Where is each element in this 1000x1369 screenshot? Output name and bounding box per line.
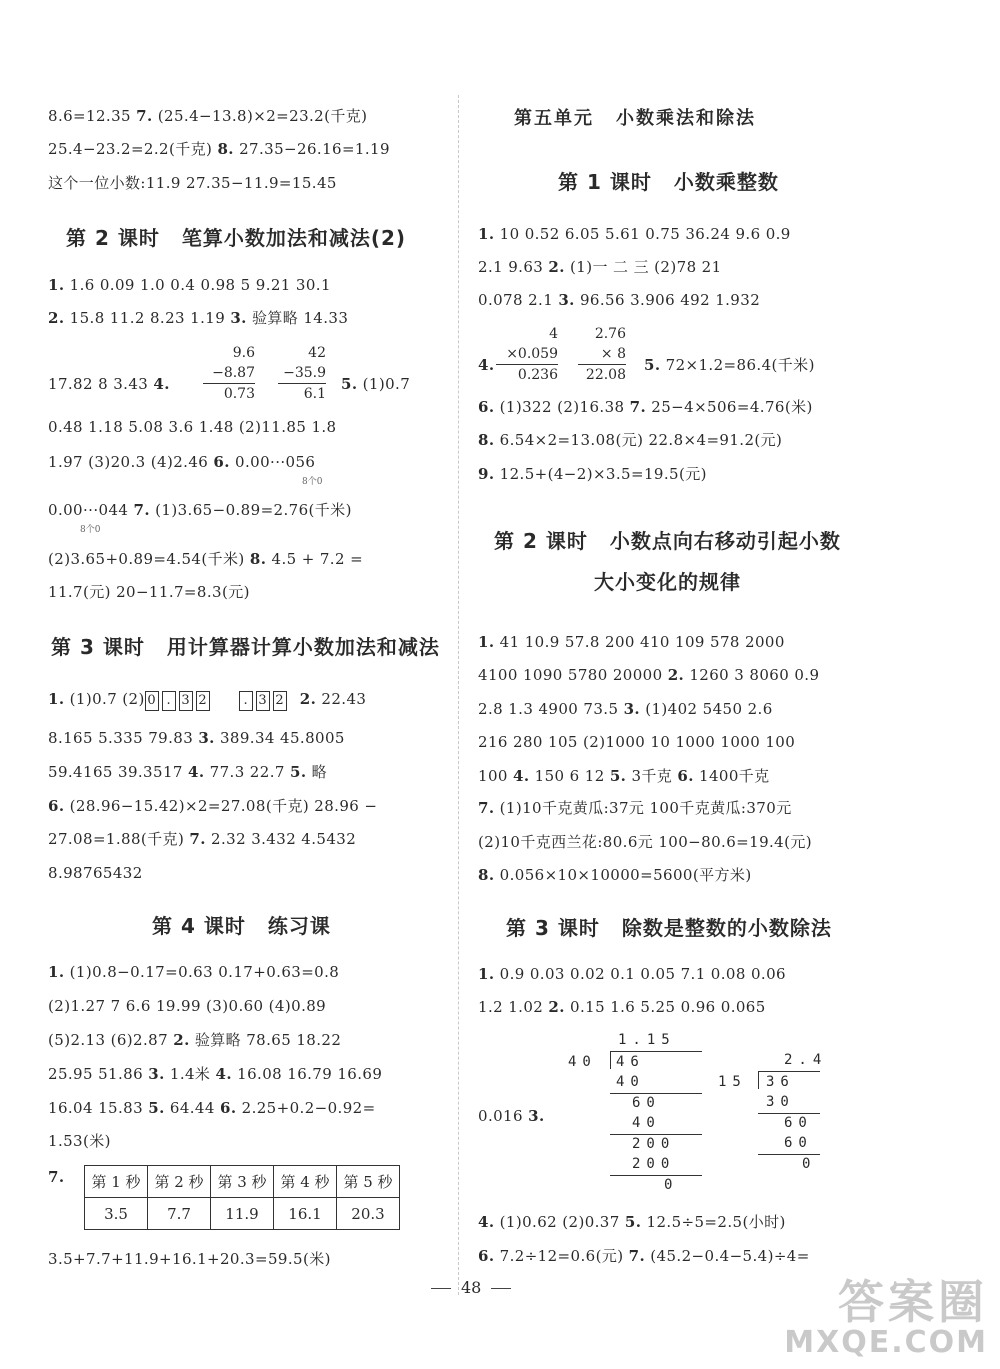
answer-line: 5. 72×1.2=86.4(千米) [644, 356, 815, 374]
lesson-number: 第 4 课时 [152, 914, 246, 938]
column-divider [458, 95, 459, 1295]
lesson-heading [494, 525, 841, 554]
calculator-key: 0 [145, 691, 159, 711]
lesson-number: 第 3 课时 [506, 916, 600, 940]
answer-line: 9. 12.5+(4−2)×3.5=19.5(元) [478, 465, 707, 483]
answer-line: (2)3.65+0.89=4.54(千米) 8. 4.5 + 7.2 = [48, 550, 364, 568]
answer-line: 4100 1090 5780 20000 2. 1260 3 8060 0.9 [478, 666, 820, 684]
calculator-key: 3 [179, 691, 193, 711]
unit-heading [514, 104, 756, 130]
answer-line: 8. 0.056×10×10000=5600(平方米) [478, 866, 752, 884]
answer-line: (2)1.27 7 6.6 19.99 (3)0.60 (4)0.89 [48, 997, 327, 1015]
calculator-key: . [162, 691, 176, 711]
answer-line: 8.98765432 [48, 864, 143, 882]
long-division: 1.15 40 46 40 60 40 200 200 0 [566, 1032, 706, 1202]
table-row [85, 1166, 400, 1198]
lesson-heading [506, 912, 832, 941]
answer-line: 4. [478, 356, 495, 374]
calculator-display [145, 690, 213, 708]
lesson-title: 除数是整数的小数除法 [621, 916, 832, 940]
answer-line: 17.82 8 3.43 4. [48, 375, 170, 393]
long-division: 2.4 15 36 30 60 60 0 [718, 1052, 828, 1172]
answer-line: 3.5+7.7+11.9+16.1+20.3=59.5(米) [48, 1250, 331, 1268]
table-row [85, 1198, 400, 1230]
lesson-title-line2: 大小变化的规律 [594, 570, 741, 594]
table-cell: 16.1 [274, 1198, 337, 1230]
zeros-note: 8个0 [80, 525, 101, 535]
intro-line: 8.6=12.35 7. (25.4−13.8)×2=23.2(千克) [48, 107, 368, 125]
lesson-title: 笔算小数加法和减法(2) [181, 226, 407, 250]
calculator-display [239, 690, 290, 708]
answer-line: 5. (1)0.7 [341, 375, 411, 393]
multiplication-vertical: 4 ×0.059 0.236 [496, 324, 558, 385]
answer-line: 25.95 51.86 3. 1.4米 4. 16.08 16.79 16.69 [48, 1065, 383, 1083]
answer-line: (5)2.13 (6)2.87 2. 验算略 78.65 18.22 [48, 1031, 342, 1049]
lesson-title: 小数点向右移动引起小数 [609, 529, 841, 553]
answer-line: 2.8 1.3 4900 73.5 3. (1)402 5450 2.6 [478, 700, 773, 718]
table-header-cell: 第 4 秒 [274, 1166, 337, 1198]
calculator-key: 3 [256, 691, 270, 711]
watermark-logo: 答案圈 MXQE.COM [784, 1275, 988, 1360]
answer-line: 1. 0.9 0.03 0.02 0.1 0.05 7.1 0.08 0.06 [478, 965, 786, 983]
speed-table [84, 1165, 400, 1230]
answer-line: 11.7(元) 20−11.7=8.3(元) [48, 583, 250, 601]
answer-line: 1.2 1.02 2. 0.15 1.6 5.25 0.96 0.065 [478, 998, 766, 1016]
page-number: 48 [421, 1278, 521, 1297]
answer-line: 6. 7.2÷12=0.6(元) 7. (45.2−0.4−5.4)÷4= [478, 1247, 810, 1265]
answer-line: 1. 41 10.9 57.8 200 410 109 578 2000 [478, 633, 785, 651]
answer-line: 0.078 2.1 3. 96.56 3.906 492 1.932 [478, 291, 761, 309]
answer-line: 8.165 5.335 79.83 3. 389.34 45.8005 [48, 729, 345, 747]
table-header-cell: 第 1 秒 [85, 1166, 148, 1198]
answer-line: 0.48 1.18 5.08 3.6 1.48 (2)11.85 1.8 [48, 418, 337, 436]
table-header-cell: 第 5 秒 [337, 1166, 400, 1198]
answer-line: 100 4. 150 6 12 5. 3千克 6. 1400千克 [478, 767, 770, 785]
multiplication-vertical: 2.76 × 8 22.08 [578, 324, 626, 385]
subtraction-vertical: 42 −35.9 6.1 [278, 343, 326, 404]
lesson-heading [66, 222, 406, 251]
intro-line: 这个一位小数:11.9 27.35−11.9=15.45 [48, 174, 337, 192]
intro-line: 25.4−23.2=2.2(千克) 8. 27.35−26.16=1.19 [48, 140, 390, 158]
zeros-note: 8个0 [302, 477, 323, 487]
answer-line: 0.016 3. [478, 1107, 545, 1125]
answer-line: 1.53(米) [48, 1132, 111, 1150]
answer-line: 1.97 (3)20.3 (4)2.46 6. 0.00···056 [48, 453, 316, 471]
answer-line: 0.00···044 7. (1)3.65−0.89=2.76(千米) [48, 501, 352, 519]
answer-line: (2)10千克西兰花:80.6元 100−80.6=19.4(元) [478, 833, 813, 851]
lesson-title: 小数乘整数 [673, 170, 779, 194]
answer-line: 27.08=1.88(千克) 7. 2.32 3.432 4.5432 [48, 830, 357, 848]
answer-line: 6. (28.96−15.42)×2=27.08(千克) 28.96 − [48, 797, 378, 815]
lesson-title: 用计算器计算小数加法和减法 [166, 635, 440, 659]
calculator-key: . [239, 691, 253, 711]
answer-line: 1. 10 0.52 6.05 5.61 0.75 36.24 9.6 0.9 [478, 225, 791, 243]
answer-line: 59.4165 39.3517 4. 77.3 22.7 5. 略 [48, 763, 328, 781]
unit-title: 小数乘法和除法 [616, 108, 756, 129]
answer-line: 4. (1)0.62 (2)0.37 5. 12.5÷5=2.5(小时) [478, 1213, 786, 1231]
table-cell: 3.5 [85, 1198, 148, 1230]
table-header-cell: 第 2 秒 [148, 1166, 211, 1198]
answer-line: 1. (1)0.7 (2) 0 . 3 2 . 3 2 2. 22.43 [48, 689, 366, 711]
calculator-key: 2 [273, 691, 287, 711]
question-number: 7. [48, 1168, 65, 1186]
unit-number: 第五单元 [514, 108, 594, 129]
table-cell: 11.9 [211, 1198, 274, 1230]
lesson-number: 第 2 课时 [66, 226, 160, 250]
answer-line: 8. 6.54×2=13.08(元) 22.8×4=91.2(元) [478, 431, 783, 449]
lesson-number: 第 3 课时 [51, 635, 145, 659]
lesson-heading [558, 166, 779, 195]
answer-line: 1. 1.6 0.09 1.0 0.4 0.98 5 9.21 30.1 [48, 276, 331, 294]
lesson-number: 第 2 课时 [494, 529, 588, 553]
lesson-number: 第 1 课时 [558, 170, 652, 194]
subtraction-vertical: 9.6 −8.87 0.73 [203, 343, 255, 404]
calculator-key: 2 [196, 691, 210, 711]
lesson-heading [51, 631, 440, 660]
lesson-heading [152, 910, 331, 939]
table-cell: 20.3 [337, 1198, 400, 1230]
answer-line: 6. (1)322 (2)16.38 7. 25−4×506=4.76(米) [478, 398, 813, 416]
answer-line: 7. (1)10千克黄瓜:37元 100千克黄瓜:370元 [478, 799, 792, 817]
answer-line: 1. (1)0.8−0.17=0.63 0.17+0.63=0.8 [48, 963, 340, 981]
answer-line: 16.04 15.83 5. 64.44 6. 2.25+0.2−0.92= [48, 1099, 376, 1117]
answer-line: 2.1 9.63 2. (1)一 二 三 (2)78 21 [478, 258, 722, 276]
answer-line: 216 280 105 (2)1000 10 1000 1000 100 [478, 733, 796, 751]
table-cell: 7.7 [148, 1198, 211, 1230]
table-header-cell: 第 3 秒 [211, 1166, 274, 1198]
answer-line: 2. 15.8 11.2 8.23 1.19 3. 验算略 14.33 [48, 309, 349, 327]
lesson-title: 练习课 [267, 914, 331, 938]
